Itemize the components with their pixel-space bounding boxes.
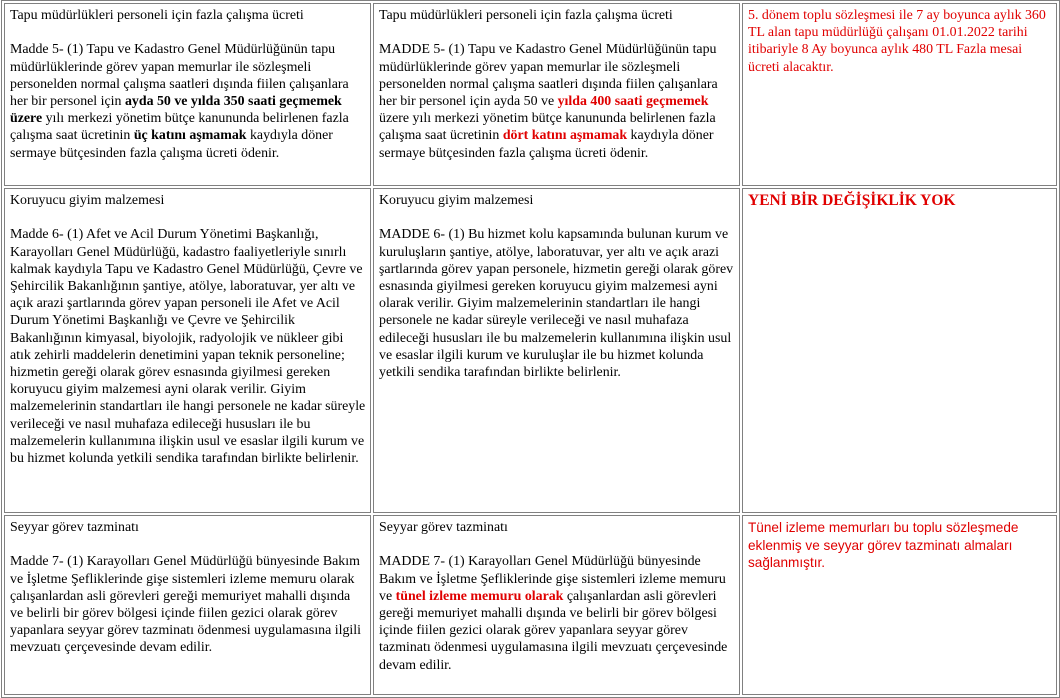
article-body: MADDE 5- (1) Tapu ve Kadastro Genel Müdürlüğünün tapu müdürlüklerinde görev yapan memurlar ile sözleşmeli personelden normal çalışma saatleri dışında fiilen çalışanlara her bir personel için ayda 50 ve yılda 400 saati geçmemek üzere yılı merkezi yönetim bütçe kanununda belirlenen fazla çalışma saat ücretinin dört katını aşmamak kaydıyla döner sermaye bütçesinden fazla çalışma ücreti ödenir. (379, 42, 718, 161)
change-note: Tünel izleme memurları bu toplu sözleşmede eklenmiş ve seyyar görev tazminatı almaları sağlanmıştır. (748, 520, 1019, 571)
article-body: Madde 6- (1) Afet ve Acil Durum Yönetimi Başkanlığı, Karayolları Genel Müdürlüğü, kadastro faaliyetleriyle sınırlı kalmak kaydıyla Tapu ve Kadastro Genel Müdürlüğü, Çevre ve Şehircilik Bakanlığının şantiye, atölye, laboratuvar, yer altı ve açık arazi şartlarında görev yapan personeli ile Afet ve Acil Durum Yönetimi Başkanlığı ve Çevre ve Şehircilik Bakanlığının kimyasal, biyolojik, radyolojik ve nükleer gibi atık zehirli maddelerin denetimini yapan teknik personeline; hizmetin gereği olarak görev esnasında giyilmesi gereken koruyucu giyim malzemesi ayni olarak verilir. Giyim malzemelerinin standartları ile hangi personele ne kadar süreyle verileceği ve nasıl muhafaza edileceği hususları ile bu malzemelerin kullanımına ilişkin usul ve esaslar ilgili kurum ve bu hizmet kolunda yetkili sendika tarafından birlikte belirlenir. (10, 227, 366, 467)
change-note: 5. dönem toplu sözleşmesi ile 7 ay boyunca aylık 360 TL alan tapu müdürlüğü çalışanı 01.01.2022 tarihi itibariyle 8 Ay boyunca aylık 480 TL Fazla mesai ücreti alacaktır. (748, 8, 1046, 75)
bold-highlight: üç katını aşmamak (133, 128, 247, 144)
old-text-cell (4, 515, 371, 695)
note-cell (742, 188, 1057, 513)
article-title: Seyyar görev tazminatı (10, 520, 139, 535)
new-text-cell (373, 3, 740, 186)
note-cell (742, 3, 1057, 186)
article-body: MADDE 6- (1) Bu hizmet kolu kapsamında bulunan kurum ve kuruluşların şantiye, atölye, laboratuvar, yer altı ve açık arazi şartlarında görev yapan personele, hizmetin gereği olarak görev esnasında giyilmesi gereken koruyucu giyim malzemesi ayni olarak verilir. Giyim malzemelerinin standartları ile hangi personele ne kadar süreyle verileceği ve nasıl muhafaza edileceği hususları ile bu malzemelerin kullanımına ilişkin usul ve esaslar ilgili kurum ve kuruluşlar ile bu hizmet kolunda yetkili sendika tarafından birlikte belirlenir. (379, 227, 734, 381)
change-note: YENİ BİR DEĞİŞİKLİK YOK (748, 192, 956, 209)
bold-highlight: ayda 50 ve yılda 350 saati geçmemek üzere (10, 94, 342, 127)
table-row-mobile-duty (4, 515, 1057, 695)
comparison-table (1, 0, 1060, 698)
change-highlight: tünel izleme memuru olarak (395, 588, 564, 604)
article-body: MADDE 7- (1) Karayolları Genel Müdürlüğü bünyesinde Bakım ve İşletme Şefliklerinde gişe sistemleri izleme memuru ve tünel izleme memuru olarak çalışanlardan asli görevleri gereği memuriyet mahalli dışında ve belirli bir görev bölgesi içinde fiilen gezici olarak görev yapanlara seyyar görev tazminatı ödenmesi uygulamasına ilgili mevzuatı çerçevesinde devam edilir. (379, 554, 728, 673)
article-title: Koruyucu giyim malzemesi (10, 193, 165, 208)
article-title: Koruyucu giyim malzemesi (379, 193, 534, 208)
article-title: Tapu müdürlükleri personeli için fazla çalışma ücreti (379, 8, 673, 23)
article-body: Madde 5- (1) Tapu ve Kadastro Genel Müdürlüğünün tapu müdürlüklerinde görev yapan memurlar ile sözleşmeli personelden normal çalışma saatleri dışında fiilen çalışanlara her bir personel için ayda 50 ve yılda 350 saati geçmemek üzere yılı merkezi yönetim bütçe kanununda belirlenen fazla çalışma saat ücretinin üç katını aşmamak kaydıyla döner sermaye bütçesinden fazla çalışma ücreti ödenir. (10, 42, 349, 161)
article-body: Madde 7- (1) Karayolları Genel Müdürlüğü bünyesinde Bakım ve İşletme Şefliklerinde gişe sistemleri izleme memuru olarak çalışanlardan asli görevleri gereği memuriyet mahalli dışında ve belirli bir görev bölgesi içinde fiilen gezici olarak görev yapanlara seyyar görev tazminatı ödenmesi uygulamasına ilgili mevzuatı çerçevesinde devam edilir. (10, 554, 362, 656)
change-highlight: dört katını aşmamak (502, 128, 628, 144)
note-cell (742, 515, 1057, 695)
article-title: Tapu müdürlükleri personeli için fazla çalışma ücreti (10, 8, 304, 23)
old-text-cell (4, 3, 371, 186)
old-text-cell (4, 188, 371, 513)
table-row-overtime (4, 3, 1057, 186)
new-text-cell (373, 515, 740, 695)
new-text-cell (373, 188, 740, 513)
table-row-protective-clothing (4, 188, 1057, 513)
article-title: Seyyar görev tazminatı (379, 520, 508, 535)
change-highlight: yılda 400 saati geçmemek (557, 94, 709, 109)
